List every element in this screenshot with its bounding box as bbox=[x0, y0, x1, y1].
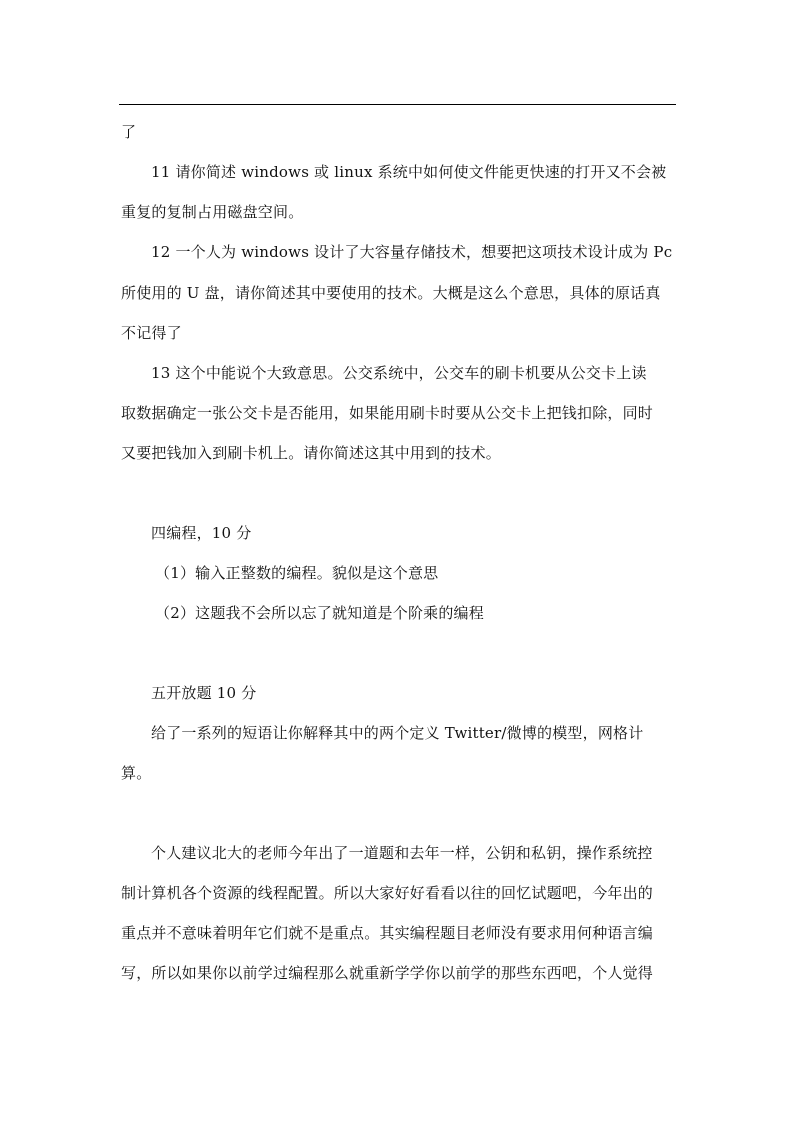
text-line: 不记得了 bbox=[121, 324, 182, 342]
text-line: 所使用的 U 盘，请你简述其中要使用的技术。大概是这么个意思，具体的原话真 bbox=[121, 284, 661, 302]
text-line: 制计算机各个资源的线程配置。所以大家好好看看以往的回忆试题吧，今年出的 bbox=[121, 884, 654, 902]
text-line: 重复的复制占用磁盘空间。 bbox=[121, 203, 304, 221]
text-line: 12 一个人为 windows 设计了大容量存储技术，想要把这项技术设计成为 Pc bbox=[151, 243, 673, 261]
header-rule bbox=[119, 104, 676, 105]
text-line: 重点并不意味着明年它们就不是重点。其实编程题目老师没有要求用何种语言编 bbox=[121, 924, 654, 942]
text-line: （1）输入正整数的编程。貌似是这个意思 bbox=[155, 564, 439, 582]
text-line: 又要把钱加入到刷卡机上。请你简述这其中用到的技术。 bbox=[121, 444, 502, 462]
text-line: 写，所以如果你以前学过编程那么就重新学学你以前学的那些东西吧，个人觉得 bbox=[121, 964, 654, 982]
section-heading: 五开放题 10 分 bbox=[151, 684, 257, 702]
text-line: 个人建议北大的老师今年出了一道题和去年一样，公钥和私钥，操作系统控 bbox=[151, 844, 653, 862]
text-line: 算。 bbox=[121, 764, 152, 782]
text-line: （2）这题我不会所以忘了就知道是个阶乘的编程 bbox=[155, 604, 484, 622]
text-line: 13 这个中能说个大致意思。公交系统中，公交车的刷卡机要从公交卡上读 bbox=[151, 364, 647, 382]
text-line: 取数据确定一张公交卡是否能用，如果能用刷卡时要从公交卡上把钱扣除，同时 bbox=[121, 404, 654, 422]
text-line: 了 bbox=[121, 123, 137, 141]
section-heading: 四编程，10 分 bbox=[151, 524, 252, 542]
text-line: 11 请你简述 windows 或 linux 系统中如何使文件能更快速的打开又不会被 bbox=[151, 163, 667, 181]
text-line: 给了一系列的短语让你解释其中的两个定义 Twitter/微博的模型，网格计 bbox=[151, 724, 644, 742]
